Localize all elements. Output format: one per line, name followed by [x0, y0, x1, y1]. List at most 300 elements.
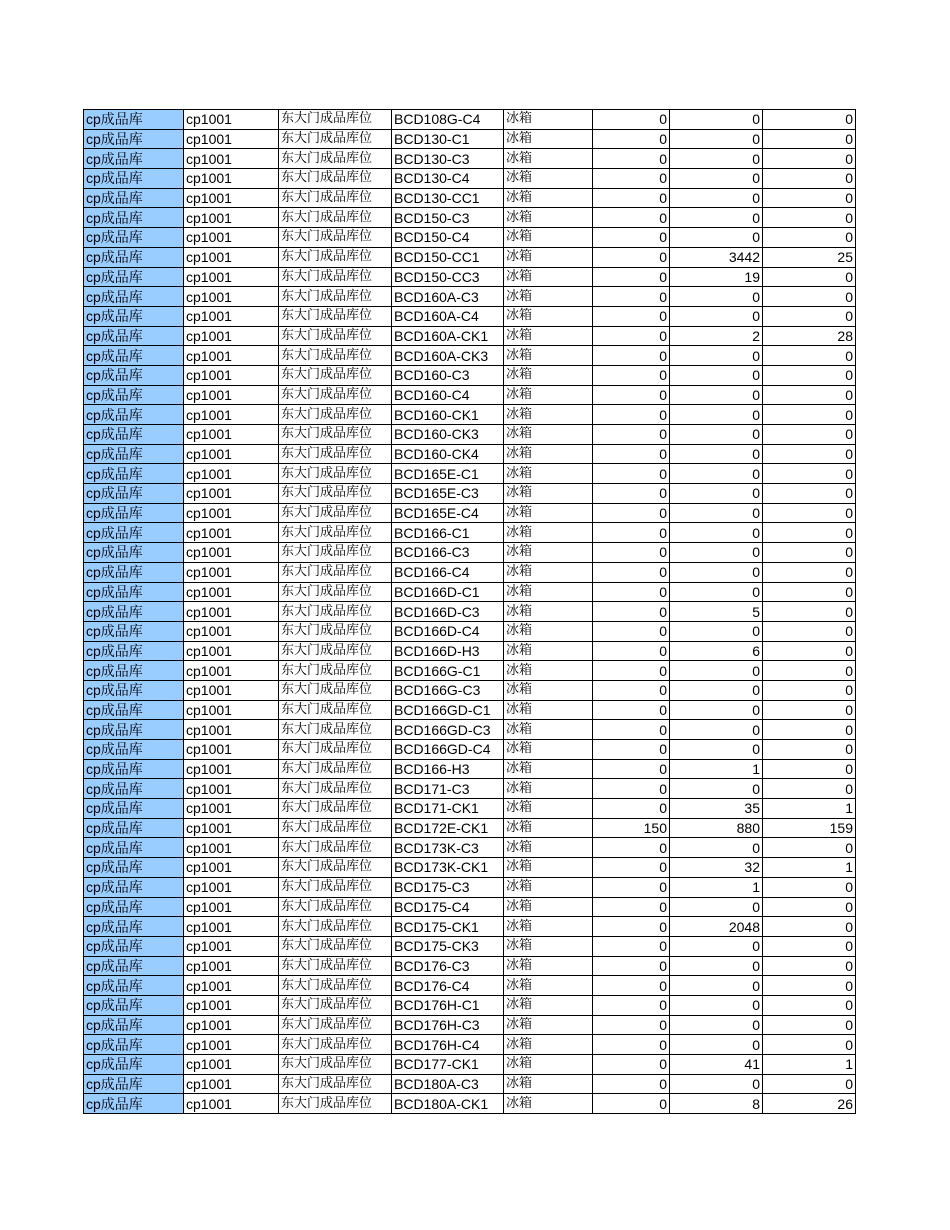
warehouse-cell[interactable]: cp成品库 [84, 306, 184, 326]
location-cell[interactable]: 东大门成品库位 [279, 169, 392, 189]
category-cell[interactable]: 冰箱 [504, 740, 593, 760]
qty-3-cell[interactable]: 0 [763, 700, 856, 720]
qty-3-cell[interactable]: 0 [763, 917, 856, 937]
qty-3-cell[interactable]: 0 [763, 287, 856, 307]
warehouse-code-cell[interactable]: cp1001 [184, 306, 279, 326]
warehouse-cell[interactable]: cp成品库 [84, 680, 184, 700]
qty-1-cell[interactable]: 0 [593, 858, 670, 878]
qty-3-cell[interactable]: 0 [763, 897, 856, 917]
warehouse-cell[interactable]: cp成品库 [84, 346, 184, 366]
model-cell[interactable]: BCD175-CK1 [392, 917, 504, 937]
warehouse-cell[interactable]: cp成品库 [84, 503, 184, 523]
warehouse-cell[interactable]: cp成品库 [84, 484, 184, 504]
category-cell[interactable]: 冰箱 [504, 838, 593, 858]
category-cell[interactable]: 冰箱 [504, 700, 593, 720]
qty-3-cell[interactable]: 0 [763, 995, 856, 1015]
warehouse-code-cell[interactable]: cp1001 [184, 425, 279, 445]
model-cell[interactable]: BCD130-C3 [392, 149, 504, 169]
warehouse-code-cell[interactable]: cp1001 [184, 936, 279, 956]
qty-3-cell[interactable]: 0 [763, 365, 856, 385]
warehouse-code-cell[interactable]: cp1001 [184, 740, 279, 760]
qty-3-cell[interactable]: 0 [763, 936, 856, 956]
category-cell[interactable]: 冰箱 [504, 936, 593, 956]
qty-3-cell[interactable]: 0 [763, 228, 856, 248]
model-cell[interactable]: BCD176H-C4 [392, 1035, 504, 1055]
warehouse-code-cell[interactable]: cp1001 [184, 838, 279, 858]
qty-3-cell[interactable]: 0 [763, 877, 856, 897]
qty-2-cell[interactable]: 0 [670, 543, 763, 563]
qty-2-cell[interactable]: 0 [670, 365, 763, 385]
qty-2-cell[interactable]: 1 [670, 877, 763, 897]
qty-1-cell[interactable]: 0 [593, 641, 670, 661]
category-cell[interactable]: 冰箱 [504, 995, 593, 1015]
qty-2-cell[interactable]: 0 [670, 444, 763, 464]
qty-3-cell[interactable]: 1 [763, 1055, 856, 1075]
model-cell[interactable]: BCD130-C1 [392, 129, 504, 149]
location-cell[interactable]: 东大门成品库位 [279, 661, 392, 681]
warehouse-cell[interactable]: cp成品库 [84, 169, 184, 189]
qty-1-cell[interactable]: 0 [593, 484, 670, 504]
qty-2-cell[interactable]: 19 [670, 267, 763, 287]
category-cell[interactable]: 冰箱 [504, 720, 593, 740]
warehouse-code-cell[interactable]: cp1001 [184, 385, 279, 405]
warehouse-cell[interactable]: cp成品库 [84, 897, 184, 917]
model-cell[interactable]: BCD160A-CK3 [392, 346, 504, 366]
warehouse-cell[interactable]: cp成品库 [84, 149, 184, 169]
model-cell[interactable]: BCD166D-C3 [392, 602, 504, 622]
qty-1-cell[interactable]: 0 [593, 838, 670, 858]
location-cell[interactable]: 东大门成品库位 [279, 149, 392, 169]
qty-1-cell[interactable]: 0 [593, 956, 670, 976]
warehouse-cell[interactable]: cp成品库 [84, 1055, 184, 1075]
qty-2-cell[interactable]: 0 [670, 169, 763, 189]
qty-1-cell[interactable]: 0 [593, 444, 670, 464]
qty-3-cell[interactable]: 0 [763, 110, 856, 130]
qty-2-cell[interactable]: 0 [670, 1035, 763, 1055]
qty-1-cell[interactable]: 0 [593, 1015, 670, 1035]
category-cell[interactable]: 冰箱 [504, 759, 593, 779]
model-cell[interactable]: BCD166D-H3 [392, 641, 504, 661]
qty-2-cell[interactable]: 0 [670, 464, 763, 484]
qty-3-cell[interactable]: 0 [763, 956, 856, 976]
qty-3-cell[interactable]: 0 [763, 523, 856, 543]
category-cell[interactable]: 冰箱 [504, 562, 593, 582]
warehouse-cell[interactable]: cp成品库 [84, 700, 184, 720]
qty-3-cell[interactable]: 0 [763, 129, 856, 149]
warehouse-cell[interactable]: cp成品库 [84, 621, 184, 641]
qty-2-cell[interactable]: 0 [670, 306, 763, 326]
warehouse-cell[interactable]: cp成品库 [84, 129, 184, 149]
qty-2-cell[interactable]: 0 [670, 897, 763, 917]
qty-1-cell[interactable]: 0 [593, 365, 670, 385]
warehouse-code-cell[interactable]: cp1001 [184, 700, 279, 720]
qty-2-cell[interactable]: 0 [670, 1015, 763, 1035]
qty-3-cell[interactable]: 0 [763, 267, 856, 287]
location-cell[interactable]: 东大门成品库位 [279, 267, 392, 287]
model-cell[interactable]: BCD180A-CK1 [392, 1094, 504, 1114]
qty-2-cell[interactable]: 0 [670, 956, 763, 976]
qty-3-cell[interactable]: 0 [763, 1074, 856, 1094]
qty-2-cell[interactable]: 6 [670, 641, 763, 661]
qty-2-cell[interactable]: 0 [670, 700, 763, 720]
model-cell[interactable]: BCD166-C3 [392, 543, 504, 563]
warehouse-code-cell[interactable]: cp1001 [184, 169, 279, 189]
qty-2-cell[interactable]: 0 [670, 838, 763, 858]
model-cell[interactable]: BCD172E-CK1 [392, 818, 504, 838]
model-cell[interactable]: BCD160-C4 [392, 385, 504, 405]
location-cell[interactable]: 东大门成品库位 [279, 464, 392, 484]
location-cell[interactable]: 东大门成品库位 [279, 877, 392, 897]
warehouse-code-cell[interactable]: cp1001 [184, 326, 279, 346]
qty-3-cell[interactable]: 0 [763, 1015, 856, 1035]
model-cell[interactable]: BCD160A-C3 [392, 287, 504, 307]
qty-3-cell[interactable]: 0 [763, 169, 856, 189]
location-cell[interactable]: 东大门成品库位 [279, 405, 392, 425]
warehouse-cell[interactable]: cp成品库 [84, 976, 184, 996]
warehouse-cell[interactable]: cp成品库 [84, 228, 184, 248]
warehouse-code-cell[interactable]: cp1001 [184, 110, 279, 130]
qty-3-cell[interactable]: 0 [763, 543, 856, 563]
warehouse-cell[interactable]: cp成品库 [84, 1035, 184, 1055]
location-cell[interactable]: 东大门成品库位 [279, 326, 392, 346]
warehouse-code-cell[interactable]: cp1001 [184, 484, 279, 504]
warehouse-code-cell[interactable]: cp1001 [184, 720, 279, 740]
qty-1-cell[interactable]: 0 [593, 1094, 670, 1114]
qty-1-cell[interactable]: 0 [593, 1035, 670, 1055]
model-cell[interactable]: BCD166G-C3 [392, 680, 504, 700]
category-cell[interactable]: 冰箱 [504, 661, 593, 681]
category-cell[interactable]: 冰箱 [504, 877, 593, 897]
qty-3-cell[interactable]: 0 [763, 621, 856, 641]
model-cell[interactable]: BCD160-C3 [392, 365, 504, 385]
qty-3-cell[interactable]: 0 [763, 425, 856, 445]
warehouse-code-cell[interactable]: cp1001 [184, 1035, 279, 1055]
qty-2-cell[interactable]: 0 [670, 208, 763, 228]
warehouse-cell[interactable]: cp成品库 [84, 523, 184, 543]
category-cell[interactable]: 冰箱 [504, 582, 593, 602]
model-cell[interactable]: BCD171-C3 [392, 779, 504, 799]
warehouse-cell[interactable]: cp成品库 [84, 582, 184, 602]
warehouse-code-cell[interactable]: cp1001 [184, 444, 279, 464]
category-cell[interactable]: 冰箱 [504, 267, 593, 287]
qty-1-cell[interactable]: 150 [593, 818, 670, 838]
location-cell[interactable]: 东大门成品库位 [279, 1074, 392, 1094]
qty-1-cell[interactable]: 0 [593, 602, 670, 622]
qty-3-cell[interactable]: 0 [763, 582, 856, 602]
location-cell[interactable]: 东大门成品库位 [279, 858, 392, 878]
warehouse-cell[interactable]: cp成品库 [84, 287, 184, 307]
qty-3-cell[interactable]: 1 [763, 799, 856, 819]
warehouse-cell[interactable]: cp成品库 [84, 326, 184, 346]
warehouse-cell[interactable]: cp成品库 [84, 995, 184, 1015]
warehouse-code-cell[interactable]: cp1001 [184, 267, 279, 287]
category-cell[interactable]: 冰箱 [504, 523, 593, 543]
warehouse-code-cell[interactable]: cp1001 [184, 365, 279, 385]
qty-3-cell[interactable]: 0 [763, 680, 856, 700]
warehouse-cell[interactable]: cp成品库 [84, 110, 184, 130]
qty-2-cell[interactable]: 5 [670, 602, 763, 622]
qty-2-cell[interactable]: 0 [670, 976, 763, 996]
qty-1-cell[interactable]: 0 [593, 385, 670, 405]
qty-1-cell[interactable]: 0 [593, 110, 670, 130]
warehouse-code-cell[interactable]: cp1001 [184, 858, 279, 878]
location-cell[interactable]: 东大门成品库位 [279, 1035, 392, 1055]
location-cell[interactable]: 东大门成品库位 [279, 680, 392, 700]
qty-1-cell[interactable]: 0 [593, 228, 670, 248]
qty-2-cell[interactable]: 2 [670, 326, 763, 346]
model-cell[interactable]: BCD160-CK4 [392, 444, 504, 464]
model-cell[interactable]: BCD150-CC1 [392, 247, 504, 267]
qty-3-cell[interactable]: 0 [763, 1035, 856, 1055]
category-cell[interactable]: 冰箱 [504, 503, 593, 523]
category-cell[interactable]: 冰箱 [504, 1074, 593, 1094]
warehouse-cell[interactable]: cp成品库 [84, 444, 184, 464]
warehouse-code-cell[interactable]: cp1001 [184, 582, 279, 602]
qty-2-cell[interactable]: 0 [670, 740, 763, 760]
qty-2-cell[interactable]: 0 [670, 582, 763, 602]
qty-1-cell[interactable]: 0 [593, 129, 670, 149]
warehouse-cell[interactable]: cp成品库 [84, 365, 184, 385]
qty-2-cell[interactable]: 0 [670, 661, 763, 681]
model-cell[interactable]: BCD176-C3 [392, 956, 504, 976]
category-cell[interactable]: 冰箱 [504, 188, 593, 208]
model-cell[interactable]: BCD165E-C4 [392, 503, 504, 523]
qty-3-cell[interactable]: 0 [763, 720, 856, 740]
qty-2-cell[interactable]: 0 [670, 720, 763, 740]
model-cell[interactable]: BCD166-H3 [392, 759, 504, 779]
qty-2-cell[interactable]: 0 [670, 936, 763, 956]
qty-2-cell[interactable]: 0 [670, 110, 763, 130]
warehouse-code-cell[interactable]: cp1001 [184, 956, 279, 976]
warehouse-code-cell[interactable]: cp1001 [184, 562, 279, 582]
location-cell[interactable]: 东大门成品库位 [279, 562, 392, 582]
category-cell[interactable]: 冰箱 [504, 110, 593, 130]
qty-1-cell[interactable]: 0 [593, 582, 670, 602]
category-cell[interactable]: 冰箱 [504, 543, 593, 563]
warehouse-cell[interactable]: cp成品库 [84, 267, 184, 287]
qty-3-cell[interactable]: 26 [763, 1094, 856, 1114]
category-cell[interactable]: 冰箱 [504, 956, 593, 976]
warehouse-code-cell[interactable]: cp1001 [184, 1055, 279, 1075]
model-cell[interactable]: BCD175-CK3 [392, 936, 504, 956]
category-cell[interactable]: 冰箱 [504, 385, 593, 405]
warehouse-cell[interactable]: cp成品库 [84, 759, 184, 779]
qty-2-cell[interactable]: 0 [670, 562, 763, 582]
qty-2-cell[interactable]: 0 [670, 346, 763, 366]
model-cell[interactable]: BCD130-C4 [392, 169, 504, 189]
location-cell[interactable]: 东大门成品库位 [279, 897, 392, 917]
qty-3-cell[interactable]: 0 [763, 503, 856, 523]
warehouse-code-cell[interactable]: cp1001 [184, 129, 279, 149]
qty-1-cell[interactable]: 0 [593, 247, 670, 267]
warehouse-cell[interactable]: cp成品库 [84, 917, 184, 937]
model-cell[interactable]: BCD150-C3 [392, 208, 504, 228]
category-cell[interactable]: 冰箱 [504, 149, 593, 169]
qty-2-cell[interactable]: 0 [670, 287, 763, 307]
location-cell[interactable]: 东大门成品库位 [279, 129, 392, 149]
qty-1-cell[interactable]: 0 [593, 877, 670, 897]
location-cell[interactable]: 东大门成品库位 [279, 1015, 392, 1035]
location-cell[interactable]: 东大门成品库位 [279, 247, 392, 267]
qty-3-cell[interactable]: 0 [763, 562, 856, 582]
location-cell[interactable]: 东大门成品库位 [279, 621, 392, 641]
model-cell[interactable]: BCD166GD-C1 [392, 700, 504, 720]
warehouse-code-cell[interactable]: cp1001 [184, 208, 279, 228]
category-cell[interactable]: 冰箱 [504, 346, 593, 366]
qty-1-cell[interactable]: 0 [593, 169, 670, 189]
category-cell[interactable]: 冰箱 [504, 976, 593, 996]
qty-2-cell[interactable]: 0 [670, 995, 763, 1015]
qty-3-cell[interactable]: 0 [763, 149, 856, 169]
qty-3-cell[interactable]: 0 [763, 602, 856, 622]
qty-3-cell[interactable]: 0 [763, 208, 856, 228]
qty-1-cell[interactable]: 0 [593, 464, 670, 484]
model-cell[interactable]: BCD165E-C1 [392, 464, 504, 484]
location-cell[interactable]: 东大门成品库位 [279, 385, 392, 405]
qty-1-cell[interactable]: 0 [593, 425, 670, 445]
location-cell[interactable]: 东大门成品库位 [279, 306, 392, 326]
warehouse-cell[interactable]: cp成品库 [84, 818, 184, 838]
warehouse-code-cell[interactable]: cp1001 [184, 680, 279, 700]
qty-3-cell[interactable]: 0 [763, 641, 856, 661]
location-cell[interactable]: 东大门成品库位 [279, 936, 392, 956]
location-cell[interactable]: 东大门成品库位 [279, 425, 392, 445]
category-cell[interactable]: 冰箱 [504, 464, 593, 484]
category-cell[interactable]: 冰箱 [504, 1094, 593, 1114]
qty-2-cell[interactable]: 0 [670, 484, 763, 504]
qty-1-cell[interactable]: 0 [593, 149, 670, 169]
qty-3-cell[interactable]: 0 [763, 306, 856, 326]
qty-3-cell[interactable]: 1 [763, 858, 856, 878]
warehouse-code-cell[interactable]: cp1001 [184, 1094, 279, 1114]
model-cell[interactable]: BCD176-C4 [392, 976, 504, 996]
warehouse-code-cell[interactable]: cp1001 [184, 1015, 279, 1035]
warehouse-code-cell[interactable]: cp1001 [184, 877, 279, 897]
warehouse-cell[interactable]: cp成品库 [84, 641, 184, 661]
warehouse-cell[interactable]: cp成品库 [84, 936, 184, 956]
qty-2-cell[interactable]: 1 [670, 759, 763, 779]
qty-1-cell[interactable]: 0 [593, 267, 670, 287]
qty-1-cell[interactable]: 0 [593, 306, 670, 326]
qty-1-cell[interactable]: 0 [593, 621, 670, 641]
model-cell[interactable]: BCD175-C4 [392, 897, 504, 917]
warehouse-code-cell[interactable]: cp1001 [184, 897, 279, 917]
warehouse-cell[interactable]: cp成品库 [84, 799, 184, 819]
category-cell[interactable]: 冰箱 [504, 602, 593, 622]
warehouse-cell[interactable]: cp成品库 [84, 1094, 184, 1114]
model-cell[interactable]: BCD176H-C1 [392, 995, 504, 1015]
qty-3-cell[interactable]: 0 [763, 661, 856, 681]
location-cell[interactable]: 东大门成品库位 [279, 228, 392, 248]
qty-2-cell[interactable]: 35 [670, 799, 763, 819]
location-cell[interactable]: 东大门成品库位 [279, 700, 392, 720]
category-cell[interactable]: 冰箱 [504, 818, 593, 838]
category-cell[interactable]: 冰箱 [504, 405, 593, 425]
category-cell[interactable]: 冰箱 [504, 1055, 593, 1075]
model-cell[interactable]: BCD108G-C4 [392, 110, 504, 130]
warehouse-code-cell[interactable]: cp1001 [184, 995, 279, 1015]
category-cell[interactable]: 冰箱 [504, 799, 593, 819]
warehouse-code-cell[interactable]: cp1001 [184, 917, 279, 937]
warehouse-code-cell[interactable]: cp1001 [184, 346, 279, 366]
qty-3-cell[interactable]: 0 [763, 188, 856, 208]
category-cell[interactable]: 冰箱 [504, 247, 593, 267]
warehouse-code-cell[interactable]: cp1001 [184, 759, 279, 779]
location-cell[interactable]: 东大门成品库位 [279, 917, 392, 937]
model-cell[interactable]: BCD160A-CK1 [392, 326, 504, 346]
category-cell[interactable]: 冰箱 [504, 306, 593, 326]
warehouse-code-cell[interactable]: cp1001 [184, 799, 279, 819]
warehouse-code-cell[interactable]: cp1001 [184, 661, 279, 681]
model-cell[interactable]: BCD180A-C3 [392, 1074, 504, 1094]
qty-3-cell[interactable]: 0 [763, 405, 856, 425]
qty-2-cell[interactable]: 41 [670, 1055, 763, 1075]
warehouse-code-cell[interactable]: cp1001 [184, 779, 279, 799]
model-cell[interactable]: BCD173K-CK1 [392, 858, 504, 878]
location-cell[interactable]: 东大门成品库位 [279, 799, 392, 819]
qty-2-cell[interactable]: 0 [670, 129, 763, 149]
warehouse-code-cell[interactable]: cp1001 [184, 188, 279, 208]
model-cell[interactable]: BCD175-C3 [392, 877, 504, 897]
warehouse-code-cell[interactable]: cp1001 [184, 621, 279, 641]
qty-2-cell[interactable]: 0 [670, 188, 763, 208]
category-cell[interactable]: 冰箱 [504, 1015, 593, 1035]
qty-1-cell[interactable]: 0 [593, 287, 670, 307]
qty-1-cell[interactable]: 0 [593, 779, 670, 799]
warehouse-cell[interactable]: cp成品库 [84, 877, 184, 897]
qty-2-cell[interactable]: 3442 [670, 247, 763, 267]
qty-1-cell[interactable]: 0 [593, 188, 670, 208]
qty-3-cell[interactable]: 0 [763, 976, 856, 996]
warehouse-cell[interactable]: cp成品库 [84, 405, 184, 425]
model-cell[interactable]: BCD171-CK1 [392, 799, 504, 819]
category-cell[interactable]: 冰箱 [504, 169, 593, 189]
qty-1-cell[interactable]: 0 [593, 917, 670, 937]
model-cell[interactable]: BCD166GD-C3 [392, 720, 504, 740]
qty-3-cell[interactable]: 0 [763, 779, 856, 799]
qty-1-cell[interactable]: 0 [593, 897, 670, 917]
location-cell[interactable]: 东大门成品库位 [279, 976, 392, 996]
qty-2-cell[interactable]: 2048 [670, 917, 763, 937]
model-cell[interactable]: BCD160-CK3 [392, 425, 504, 445]
warehouse-cell[interactable]: cp成品库 [84, 1015, 184, 1035]
location-cell[interactable]: 东大门成品库位 [279, 995, 392, 1015]
warehouse-cell[interactable]: cp成品库 [84, 661, 184, 681]
qty-2-cell[interactable]: 32 [670, 858, 763, 878]
warehouse-code-cell[interactable]: cp1001 [184, 602, 279, 622]
warehouse-cell[interactable]: cp成品库 [84, 602, 184, 622]
category-cell[interactable]: 冰箱 [504, 1035, 593, 1055]
category-cell[interactable]: 冰箱 [504, 897, 593, 917]
category-cell[interactable]: 冰箱 [504, 444, 593, 464]
warehouse-cell[interactable]: cp成品库 [84, 720, 184, 740]
category-cell[interactable]: 冰箱 [504, 917, 593, 937]
qty-1-cell[interactable]: 0 [593, 1074, 670, 1094]
warehouse-cell[interactable]: cp成品库 [84, 425, 184, 445]
category-cell[interactable]: 冰箱 [504, 858, 593, 878]
location-cell[interactable]: 东大门成品库位 [279, 1094, 392, 1114]
warehouse-cell[interactable]: cp成品库 [84, 188, 184, 208]
location-cell[interactable]: 东大门成品库位 [279, 543, 392, 563]
category-cell[interactable]: 冰箱 [504, 365, 593, 385]
warehouse-cell[interactable]: cp成品库 [84, 543, 184, 563]
location-cell[interactable]: 东大门成品库位 [279, 346, 392, 366]
category-cell[interactable]: 冰箱 [504, 641, 593, 661]
qty-2-cell[interactable]: 0 [670, 228, 763, 248]
warehouse-code-cell[interactable]: cp1001 [184, 503, 279, 523]
model-cell[interactable]: BCD166-C1 [392, 523, 504, 543]
qty-3-cell[interactable]: 25 [763, 247, 856, 267]
